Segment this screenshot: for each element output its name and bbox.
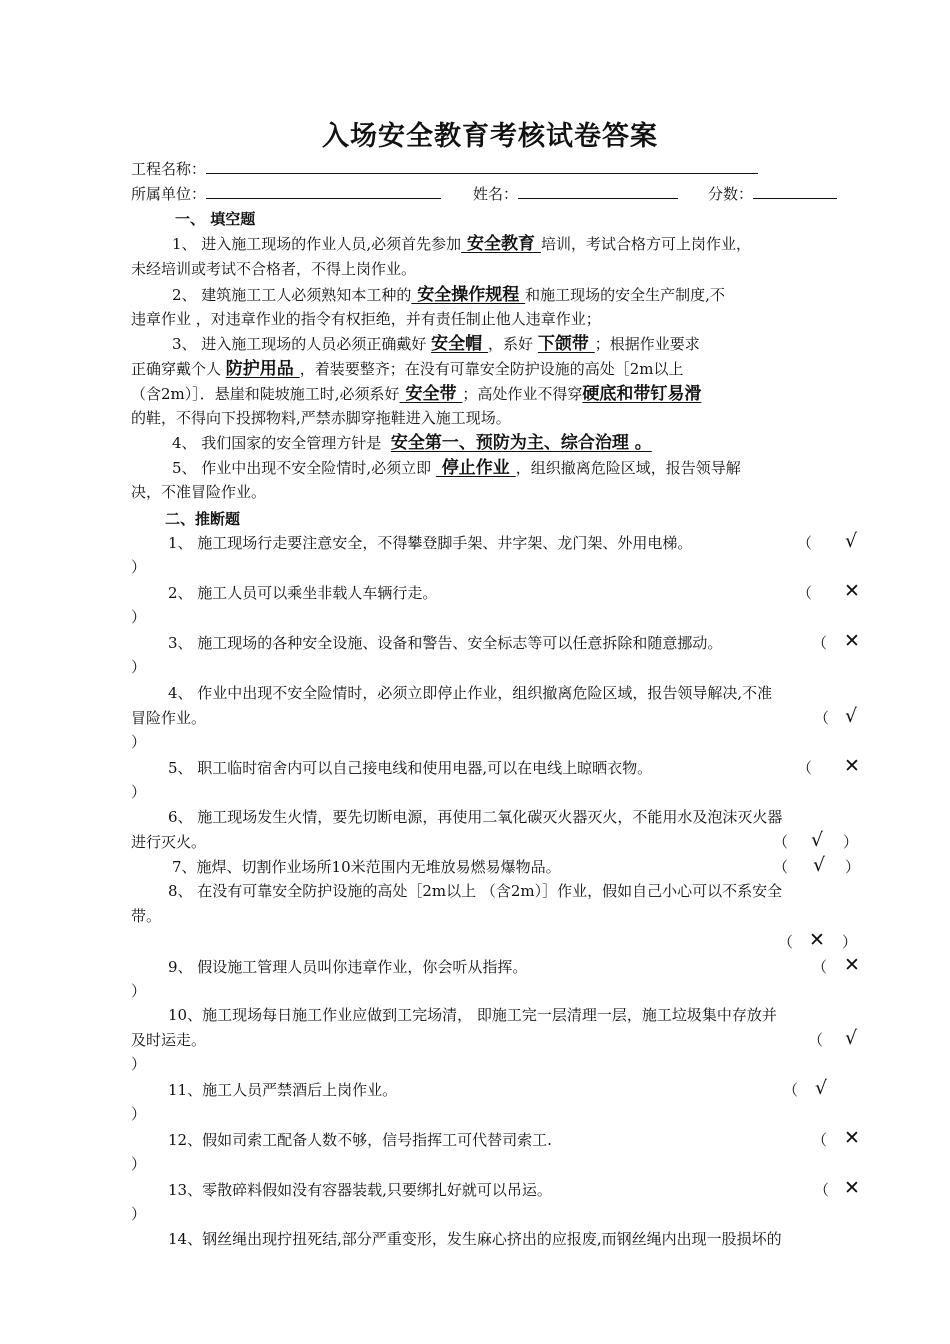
q3-text-f: （含2m）］．悬崖和陡坡施工时,必须系好 <box>131 385 400 403</box>
judge-9-mark-icon: ✕ <box>844 954 860 976</box>
judge-item-7: 7、施焊、切割作业场所10米范围内无堆放易燃易爆物品。 <box>172 858 561 876</box>
judge-item-6-line-2: 进行灭火。 <box>131 833 207 851</box>
judge-5-open: （ <box>797 759 813 777</box>
judge-7-mark-icon: √ <box>813 854 826 876</box>
judge-11-mark-icon: √ <box>815 1077 828 1099</box>
q2-text-a: 2、 建筑施工工人必须熟知本工种的 <box>172 286 412 304</box>
judge-6-mark-icon: √ <box>811 829 824 851</box>
name-label: 姓名： <box>473 185 519 203</box>
judge-6-open: （ <box>773 833 789 851</box>
judge-4-open: （ <box>814 709 830 727</box>
judge-item-13: 13、零散碎料假如没有容器装载,只要绑扎好就可以吊运。 <box>168 1181 552 1199</box>
q5-text-b: ，组织撤离危险区域，报告领导解 <box>515 459 741 477</box>
q3-line-3 <box>131 384 701 404</box>
judge-item-12: 12、假如司索工配备人数不够，信号指挥工可代替司索工. <box>168 1131 552 1149</box>
q4-answer: 安全第一、预防为主、综合治理 。 <box>390 433 652 453</box>
q1-text-a: 1、 进入施工现场的作业人员,必须首先参加 <box>172 235 462 253</box>
judge-6-close: ） <box>843 833 859 851</box>
name-row <box>473 184 678 204</box>
q3-answer-3: 防护用品 <box>225 359 300 379</box>
judge-13-open: （ <box>814 1181 830 1199</box>
score-row <box>708 184 837 204</box>
judge-8-open: （ <box>778 933 794 951</box>
q5-text-c: 决，不准冒险作业。 <box>131 483 267 501</box>
judge-9-close: ） <box>131 982 147 1000</box>
judge-item-9: 9、 假设施工管理人员叫你违章作业，你会听从指挥。 <box>168 958 528 976</box>
judge-2-close: ） <box>131 608 147 626</box>
judge-item-10: 10、施工现场每日施工作业应做到工完场清， 即施工完一层清理一层，施工垃圾集中存放并 <box>168 1006 777 1024</box>
q1-answer: 安全教育 <box>461 234 541 254</box>
unit-row <box>131 184 441 204</box>
judge-item-4-line-2: 冒险作业。 <box>131 709 207 727</box>
judge-12-mark-icon: ✕ <box>844 1127 860 1149</box>
judge-8-close: ） <box>842 933 858 951</box>
judge-11-close: ） <box>131 1105 147 1123</box>
q3-answer-1: 安全帽 <box>431 334 489 354</box>
judge-12-open: （ <box>812 1131 828 1149</box>
fill-question-2 <box>172 285 725 305</box>
q3-line-2 <box>131 359 684 379</box>
judge-11-open: （ <box>783 1081 799 1099</box>
judge-item-8-line-2: 带。 <box>131 907 162 925</box>
q3-text-h: 的鞋，不得向下投掷物料,严禁赤脚穿拖鞋进入施工现场。 <box>131 409 511 427</box>
q2-text-c: 违章作业 ，对违章作业的指令有权拒绝，并有责任制止他人违章作业； <box>131 310 601 328</box>
q3-text-c: ；根据作业要求 <box>594 335 700 353</box>
judge-item-5: 5、 职工临时宿舍内可以自己接电线和使用电器,可以在电线上晾晒衣物。 <box>168 759 653 777</box>
judge-3-close: ） <box>131 658 147 676</box>
unit-field[interactable] <box>206 184 441 199</box>
judge-5-mark-icon: ✕ <box>844 755 860 777</box>
q3-answer-2: 下颌带 <box>537 334 595 354</box>
fill-question-3 <box>172 334 700 354</box>
score-label: 分数： <box>708 185 754 203</box>
q5-answer: 停止作业 <box>435 458 516 478</box>
judge-item-3: 3、 施工现场的各种安全设施、设备和警告、安全标志等可以任意拆除和随意挪动。 <box>168 634 723 652</box>
project-name-field[interactable] <box>206 159 758 174</box>
judge-1-mark-icon: √ <box>845 530 858 552</box>
judge-item-6: 6、 施工现场发生火情，要先切断电源，再使用二氧化碳灭火器灭火，不能用水及泡沫灭火器 <box>168 808 783 826</box>
q3-text-g: ；高处作业不得穿 <box>462 385 583 403</box>
judge-13-mark-icon: ✕ <box>844 1177 860 1199</box>
fill-question-5 <box>172 458 741 478</box>
judge-5-close: ） <box>131 783 147 801</box>
q2-text-b: 和施工现场的安全生产制度,不 <box>525 286 725 304</box>
project-name-label: 工程名称： <box>131 160 207 178</box>
judge-3-open: （ <box>812 634 828 652</box>
judge-item-14: 14、钢丝绳出现拧扭死结,部分严重变形，发生麻心挤出的应报废,而钢丝绳内出现一股损坏的 <box>168 1230 782 1248</box>
judge-item-8: 8、 在没有可靠安全防护设施的高处［2m以上 （含2m）］作业，假如自己小心可以不系安全 <box>168 882 783 900</box>
page-title: 入场安全教育考核试卷答案 <box>322 121 658 152</box>
q3-text-a: 3、 进入施工现场的人员必须正确戴好 <box>172 335 427 353</box>
judge-item-1: 1、 施工现场行走要注意安全，不得攀登脚手架、井字架、龙门架、外用电梯。 <box>168 534 693 552</box>
judge-2-open: （ <box>797 584 813 602</box>
q2-answer: 安全操作规程 <box>411 285 526 305</box>
q3-text-b: ，系好 <box>488 335 534 353</box>
score-field[interactable] <box>753 184 837 199</box>
judge-4-close: ） <box>131 733 147 751</box>
judge-8-mark-icon: ✕ <box>809 929 825 951</box>
q1-text-c: 未经培训或考试不合格者，不得上岗作业。 <box>131 260 417 278</box>
judge-13-close: ） <box>131 1205 147 1223</box>
name-field[interactable] <box>518 184 678 199</box>
section-heading-fill: 一、 填空题 <box>175 210 256 228</box>
judge-item-10-line-2: 及时运走。 <box>131 1031 207 1049</box>
q3-answer-5: 硬底和带钉易滑 <box>582 384 702 404</box>
judge-10-mark-icon: √ <box>845 1027 858 1049</box>
fill-question-4 <box>172 433 652 453</box>
judge-item-2: 2、 施工人员可以乘坐非载人车辆行走。 <box>168 584 438 602</box>
judge-7-close: ） <box>845 858 861 876</box>
judge-7-open: （ <box>773 858 789 876</box>
judge-2-mark-icon: ✕ <box>844 580 860 602</box>
project-name-row <box>131 159 758 179</box>
judge-10-open: （ <box>808 1031 824 1049</box>
q1-text-b: 培训，考试合格方可上岗作业， <box>540 235 751 253</box>
section-heading-judge: 二、推断题 <box>165 510 241 528</box>
judge-4-mark-icon: √ <box>845 705 858 727</box>
q4-text-a: 4、 我们国家的安全管理方针是 <box>172 434 382 452</box>
q3-text-d: 正确穿戴个人 <box>131 360 222 378</box>
judge-9-open: （ <box>812 958 828 976</box>
q3-text-e: ，着装要整齐；在没有可靠安全防护设施的高处［2m以上 <box>299 360 684 378</box>
judge-item-4: 4、 作业中出现不安全险情时，必须立即停止作业，组织撤离危险区域，报告领导解决,不准 <box>168 684 773 702</box>
judge-item-11: 11、施工人员严禁酒后上岗作业。 <box>168 1081 398 1099</box>
fill-question-1 <box>172 234 751 254</box>
judge-1-close: ） <box>131 558 147 576</box>
q5-text-a: 5、 作业中出现不安全险情时,必须立即 <box>172 459 432 477</box>
judge-10-close: ） <box>131 1055 147 1073</box>
q3-answer-4: 安全带 <box>399 384 463 404</box>
judge-3-mark-icon: ✕ <box>844 630 860 652</box>
unit-label: 所属单位： <box>131 185 207 203</box>
judge-1-open: （ <box>797 534 813 552</box>
judge-12-close: ） <box>131 1155 147 1173</box>
